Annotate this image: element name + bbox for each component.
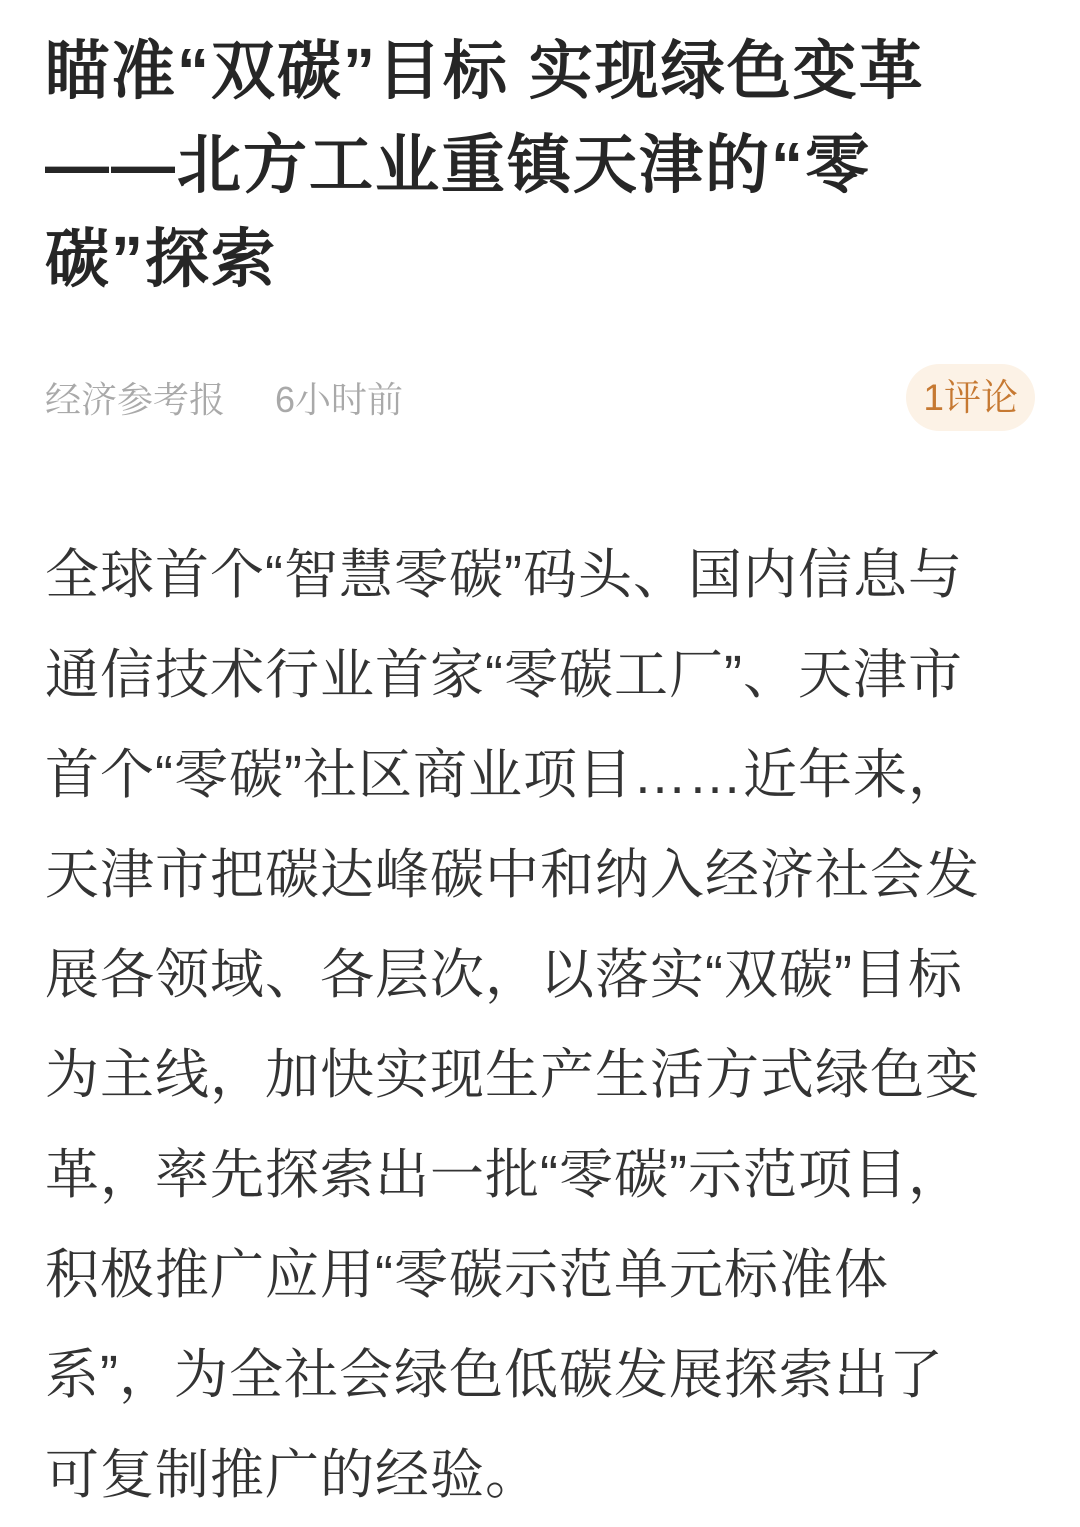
article-body	[45, 525, 1035, 1525]
article-title-line: 瞄准“双碳”目标 实现绿色变革	[45, 35, 925, 107]
byline-meta	[45, 372, 403, 423]
article-body-line: 通信技术行业首家“零碳工厂”、天津市	[45, 645, 963, 705]
publish-time: 6小时前	[275, 379, 404, 420]
article-body-line: 积极推广应用“零碳示范单元标准体	[45, 1245, 889, 1305]
article-body-line: 为主线，加快实现生产生活方式绿色变	[45, 1045, 980, 1105]
article-title	[45, 24, 1035, 306]
article-page	[0, 24, 1080, 1525]
article-body-line: 可复制推广的经验。	[45, 1445, 540, 1505]
article-body-line: 天津市把碳达峰碳中和纳入经济社会发	[45, 845, 980, 905]
article-body-line: 革，率先探索出一批“零碳”示范项目，	[45, 1145, 963, 1205]
source-name[interactable]: 经济参考报	[45, 379, 226, 420]
article-body-line: 全球首个“智慧零碳”码头、国内信息与	[45, 545, 963, 605]
article-title-line: ——北方工业重镇天津的“零	[45, 129, 871, 201]
article-title-line: 碳”探索	[45, 223, 277, 295]
article-body-line: 首个“零碳”社区商业项目……近年来，	[45, 745, 963, 805]
article-body-line: 系”，为全社会绿色低碳发展探索出了	[45, 1345, 944, 1405]
article-body-line: 展各领域、各层次，以落实“双碳”目标	[45, 945, 963, 1005]
byline	[45, 364, 1035, 431]
comment-count-badge[interactable]: 1评论	[906, 364, 1035, 431]
